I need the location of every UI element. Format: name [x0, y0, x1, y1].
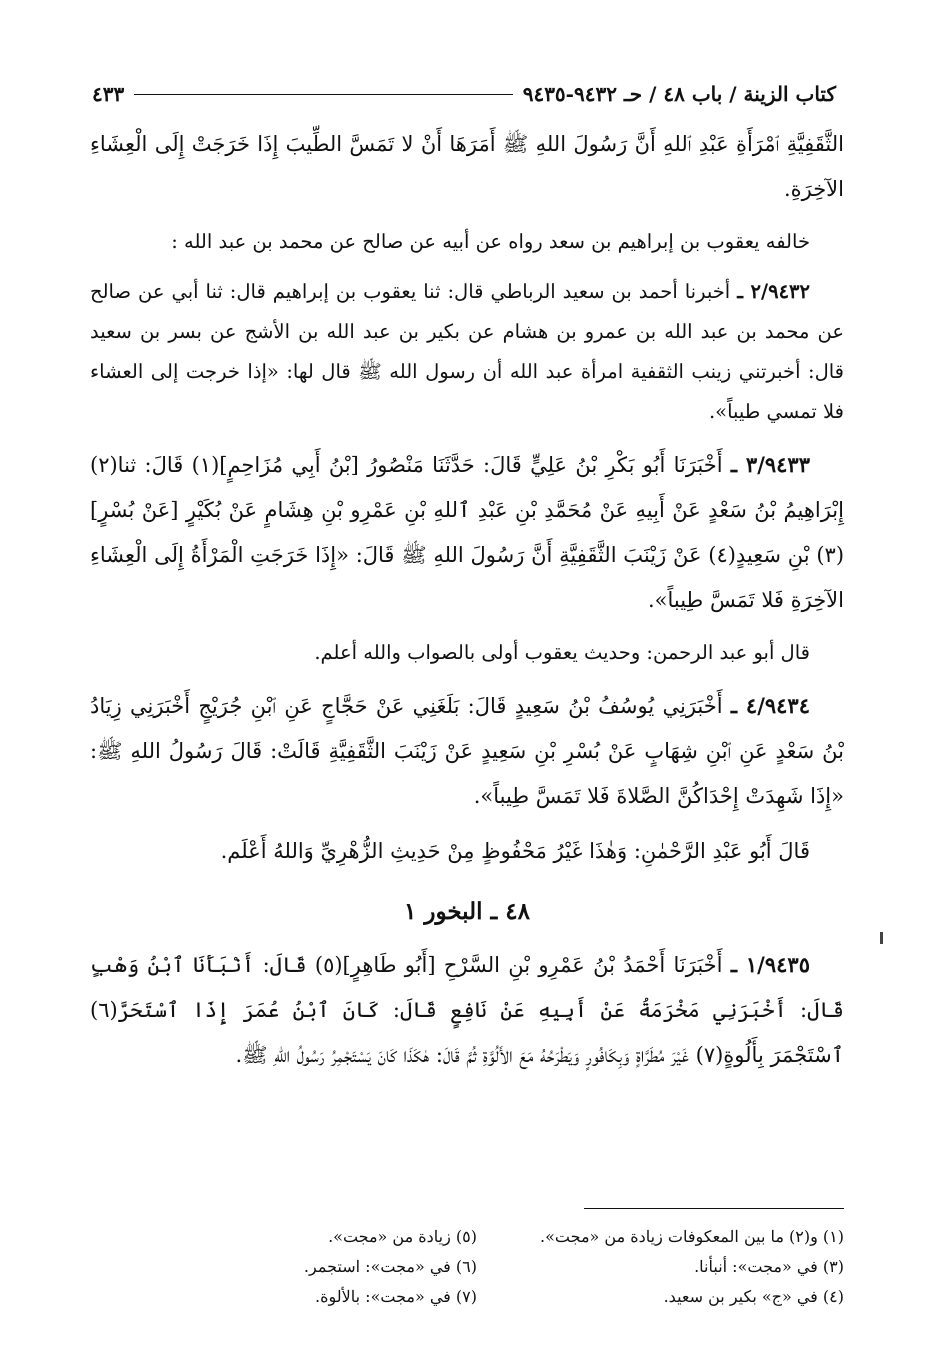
hadith-9432 — [90, 272, 844, 432]
section-title: ٤٨ ـ البخور ١ — [403, 898, 530, 925]
paragraph-text: خالفه يعقوب بن إبراهيم بن سعد رواه عن أبيه عن صالح عن محمد بن عبد الله : — [171, 230, 810, 253]
footnote: (٦) في «مجت»: استجمر. — [303, 1257, 477, 1276]
hadith-number: ٢/٩٤٣٢ ـ — [737, 280, 810, 303]
paragraph-text: أَخْبَرَنِي يُوسُفُ بْنُ سَعِيدٍ قَالَ: بَلَغَنِي عَنْ حَجَّاجٍ عَنِ ٱبْنِ جُرَيْجٍ أَخْبَرَنِي زِيَادُ بْنُ سَعْدٍ عَنِ ٱبْنِ شِهَابٍ عَنْ بُسْرِ بْنِ سَعِيدٍ عَنْ زَيْنَبَ الثَّقَفِيَّةِ قَالَتْ: قَالَ رَسُولُ اللهِ ﷺ: «إِذَا شَهِدَتْ إِحْدَاكُنَّ الصَّلاةَ فَلا تَمَسَّ طِيباً». — [90, 694, 844, 808]
paragraph-comment-vocalized — [90, 829, 844, 874]
paragraph-comment — [90, 633, 844, 673]
page-number: ٤٣٣ — [92, 82, 125, 106]
paragraph-text: الثَّقَفِيَّةِ ٱمْرَأَةِ عَبْدِ ٱللهِ أَنَّ رَسُولَ اللهِ ﷺ أَمَرَهَا أَنْ لا تَمَسَّ الطِّيبَ إِذَا خَرَجَتْ إِلَى الْعِشَاءِ الآخِرَةِ. — [90, 132, 844, 201]
footnote: (١) و(٢) ما بين المعكوفات زيادة من «مجت». — [540, 1227, 844, 1246]
paragraph-note — [90, 222, 844, 262]
paragraph-text: قَالَ أَبُو عَبْدِ الرَّحْمٰنِ: وَهٰذَا غَيْرُ مَحْفُوظٍ مِنْ حَدِيثِ الزُّهْرِيِّ وَاللهُ أَعْلَم. — [220, 839, 810, 863]
hadith-number: ٤/٩٤٣٤ ـ — [730, 693, 810, 718]
hadith-9433 — [90, 442, 844, 623]
footnotes-left-column — [150, 1222, 517, 1312]
footnote: (٤) في «ج» بكير بن سعيد. — [663, 1287, 844, 1306]
paragraph-text: قال أبو عبد الرحمن: وحديث يعقوب أولى بالصواب والله أعلم. — [314, 641, 810, 664]
page-body — [90, 122, 844, 1088]
hadith-number: ١/٩٤٣٥ ـ — [730, 952, 810, 977]
hadith-number: ٣/٩٤٣٣ ـ — [730, 452, 810, 477]
footnote: (٥) زيادة من «مجت». — [328, 1227, 477, 1246]
page-header — [92, 74, 836, 114]
hadith-9434 — [90, 683, 844, 819]
footnote: (٣) في «مجت»: أنبأنا. — [694, 1257, 844, 1276]
footnotes — [150, 1222, 844, 1312]
paragraph-text: أَخْبَرَنَا أَحْمَدُ بْنُ عَمْرِو بْنِ السَّرْحِ [أَبُو طَاهِرٍ](٥) قَالَ: أَنْبَأَنَا ٱبْنُ وَهْبٍ قَالَ: أَخْبَرَنِي مَخْرَمَةُ عَنْ أَبِيهِ عَنْ نَافِعٍ قَالَ: كَانَ ٱبْنُ عُمَرَ إِذَا ٱسْتَحَرَّ(٦) ٱسْتَجْمَرَ بِأَلُوةٍ(٧) غَيْرَ مُطَرَّاةٍ وَبِكَافُورٍ وَيَطْرَحُهُ مَعَ الأَلُوَّةِ ثُمَّ قَالَ: هٰكَذَا كَانَ يَسْتَجْمِرُ رَسُولُ اللهِ ﷺ. — [90, 953, 844, 1067]
paragraph-continuation — [90, 122, 844, 212]
footnotes-right-column — [517, 1222, 844, 1312]
footnote: (٧) في «مجت»: بالألوة. — [315, 1287, 477, 1306]
margin-mark — [880, 932, 883, 944]
running-title: كتاب الزينة / باب ٤٨ / حـ ٩٤٣٢-٩٤٣٥ — [522, 82, 836, 106]
header-rule — [134, 94, 512, 95]
footnote-rule — [584, 1208, 844, 1209]
paragraph-text: أخبرنا أحمد بن سعيد الرباطي قال: ثنا يعقوب بن إبراهيم قال: ثنا أبي عن صالح عن محمد بن عبد الله بن عمرو بن هشام عن بكير بن عبد الله بن الأشج عن بسر بن سعيد قال: أخبرتني زينب الثقفية امرأة عبد الله أن رسول الله ﷺ قال لها: «إذا خرجت إلى العشاء فلا تمسي طيباً». — [90, 280, 844, 423]
paragraph-text: أَخْبَرَنَا أَبُو بَكْرِ بْنُ عَلِيٍّ قَالَ: حَدَّثَنَا مَنْصُورُ [بْنُ أَبِي مُزَاحِمٍ](١) قَالَ: ثنا(٢) إِبْرَاهِيمُ بْنُ سَعْدٍ عَنْ أَبِيهِ عَنْ مُحَمَّدِ بْنِ عَبْدِ ٱللهِ بْنِ عَمْرِو بْنِ هِشَامٍ عَنْ بُكَيْرٍ [عَنْ بُسْرٍ](٣) بْنِ سَعِيدٍ(٤) عَنْ زَيْنَبَ الثَّقَفِيَّةِ أَنَّ رَسُولَ اللهِ ﷺ قَالَ: «إِذَا خَرَجَتِ الْمَرْأَةُ إِلَى الْعِشَاءِ الآخِرَةِ فَلا تَمَسَّ طِيباً». — [90, 453, 845, 612]
hadith-9435 — [90, 942, 844, 1078]
